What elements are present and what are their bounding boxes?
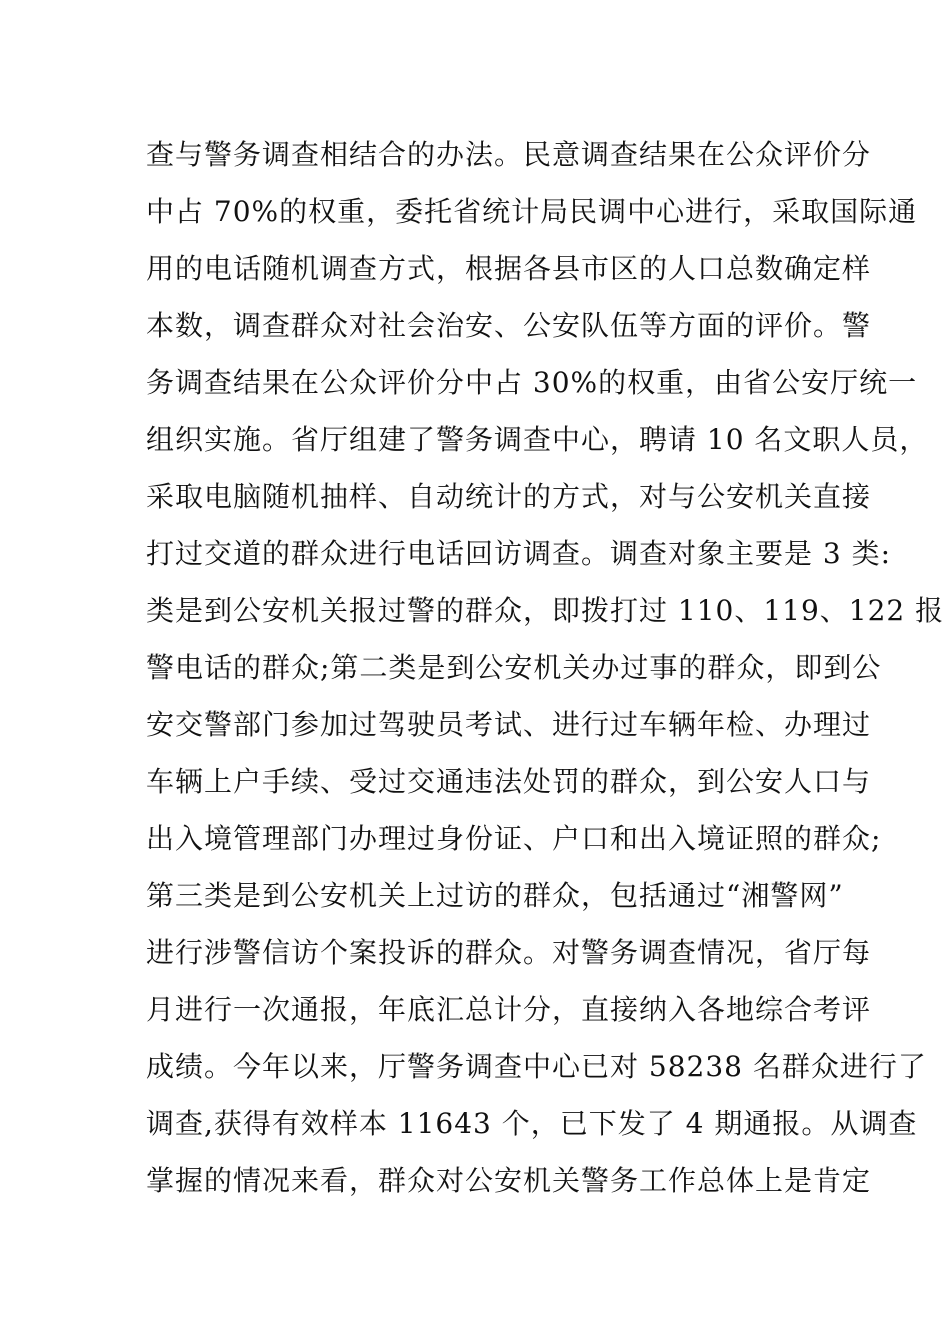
text-line: 出入境管理部门办理过身份证、户口和出入境证照的群众; [146,822,882,855]
text-line: 警电话的群众;第二类是到公安机关办过事的群众，即到公 [146,651,882,684]
text-line: 务调查结果在公众评价分中占 30%的权重，由省公安厅统一 [146,366,918,399]
text-line: 调查,获得有效样本 11643 个，已下发了 4 期通报。从调查 [146,1107,918,1140]
text-line: 组织实施。省厅组建了警务调查中心，聘请 10 名文职人员， [146,423,929,456]
text-line: 类是到公安机关报过警的群众，即拨打过 110、119、122 报 [146,594,945,627]
text-line: 查与警务调查相结合的办法。民意调查结果在公众评价分 [146,138,872,171]
text-line: 掌握的情况来看，群众对公安机关警务工作总体上是肯定 [146,1164,872,1197]
text-line: 进行涉警信访个案投诉的群众。对警务调查情况，省厅每 [146,936,872,969]
text-line: 第三类是到公安机关上过访的群众，包括通过“湘警网” [146,879,844,912]
text-line: 中占 70%的权重，委托省统计局民调中心进行，采取国际通 [146,195,918,228]
text-line: 打过交道的群众进行电话回访调查。调查对象主要是 3 类: [146,537,892,570]
body-paragraph [146,126,945,1209]
text-line: 采取电脑随机抽样、自动统计的方式，对与公安机关直接 [146,480,872,513]
text-line: 车辆上户手续、受过交通违法处罚的群众，到公安人口与 [146,765,872,798]
text-line: 月进行一次通报，年底汇总计分，直接纳入各地综合考评 [146,993,872,1026]
text-line: 本数，调查群众对社会治安、公安队伍等方面的评价。警 [146,309,872,342]
text-line: 用的电话随机调查方式，根据各县市区的人口总数确定样 [146,252,872,285]
text-line: 成绩。今年以来，厅警务调查中心已对 58238 名群众进行了 [146,1050,927,1083]
text-line: 安交警部门参加过驾驶员考试、进行过车辆年检、办理过 [146,708,872,741]
